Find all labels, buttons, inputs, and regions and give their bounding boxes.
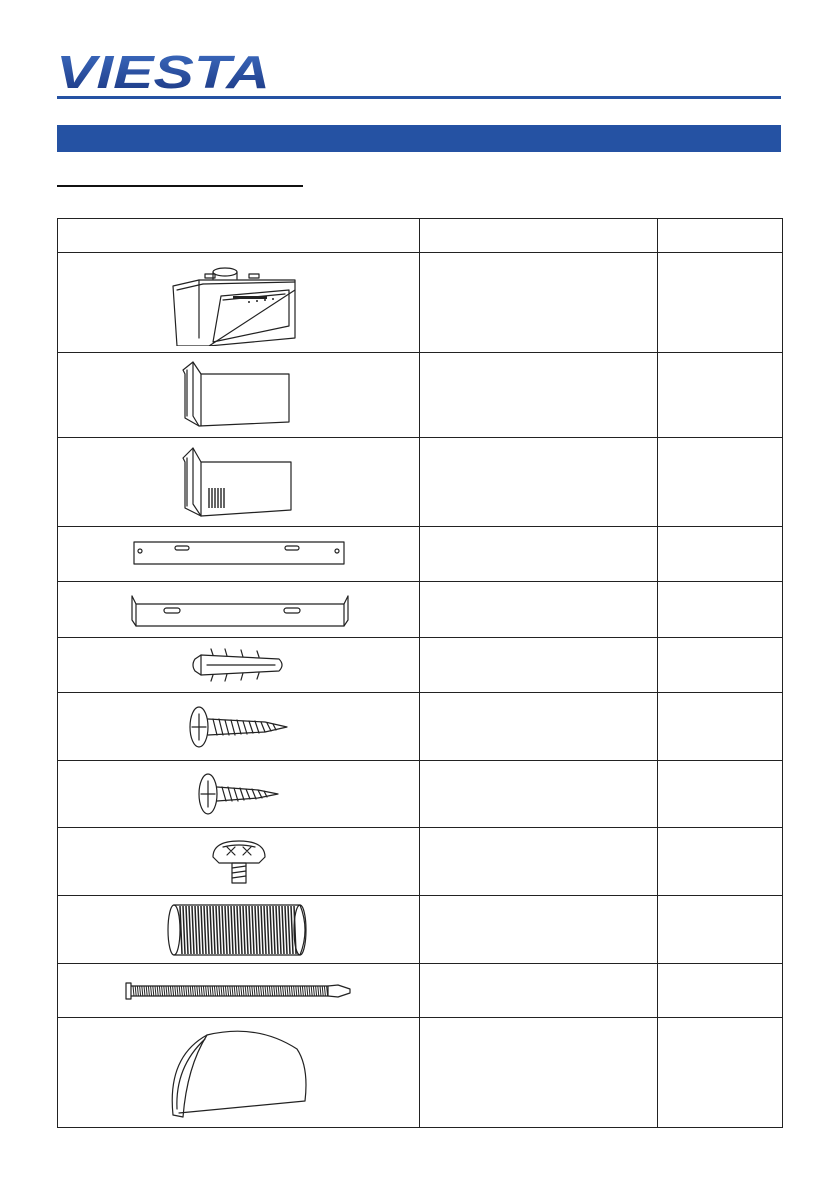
header-divider — [57, 96, 781, 99]
header-cell-quantity — [658, 219, 783, 253]
half-round-cap-icon — [167, 1027, 311, 1119]
header-cell-name — [420, 219, 658, 253]
vented-duct-cover-icon — [179, 444, 299, 520]
machine-screw-icon — [209, 835, 269, 889]
table-row — [58, 1018, 783, 1128]
table-row — [58, 828, 783, 896]
threaded-rod-icon — [124, 979, 354, 1003]
flexible-exhaust-hose-icon — [164, 901, 314, 959]
table-row — [58, 693, 783, 761]
brand-logo-text: VIESTA — [56, 50, 270, 94]
table-row — [58, 527, 783, 582]
header-cell-illustration — [58, 219, 420, 253]
table-header-row — [58, 219, 783, 253]
table-row — [58, 964, 783, 1018]
section-banner — [57, 125, 781, 152]
table-row — [58, 253, 783, 353]
section-heading-underline — [57, 185, 303, 187]
table-row — [58, 896, 783, 964]
table-row — [58, 438, 783, 527]
table-row — [58, 761, 783, 828]
duct-cover-icon — [179, 360, 299, 430]
flat-mounting-bracket-icon — [131, 539, 347, 569]
range-hood-icon — [169, 260, 309, 346]
table-row — [58, 638, 783, 693]
angled-mounting-bracket-icon — [128, 590, 350, 630]
long-wood-screw-icon — [187, 702, 291, 752]
short-wood-screw-icon — [196, 769, 282, 819]
wall-plug-anchor-icon — [189, 645, 289, 685]
brand-logo — [56, 50, 276, 94]
parts-list-table — [57, 218, 783, 1128]
table-row — [58, 353, 783, 438]
table-row — [58, 582, 783, 638]
